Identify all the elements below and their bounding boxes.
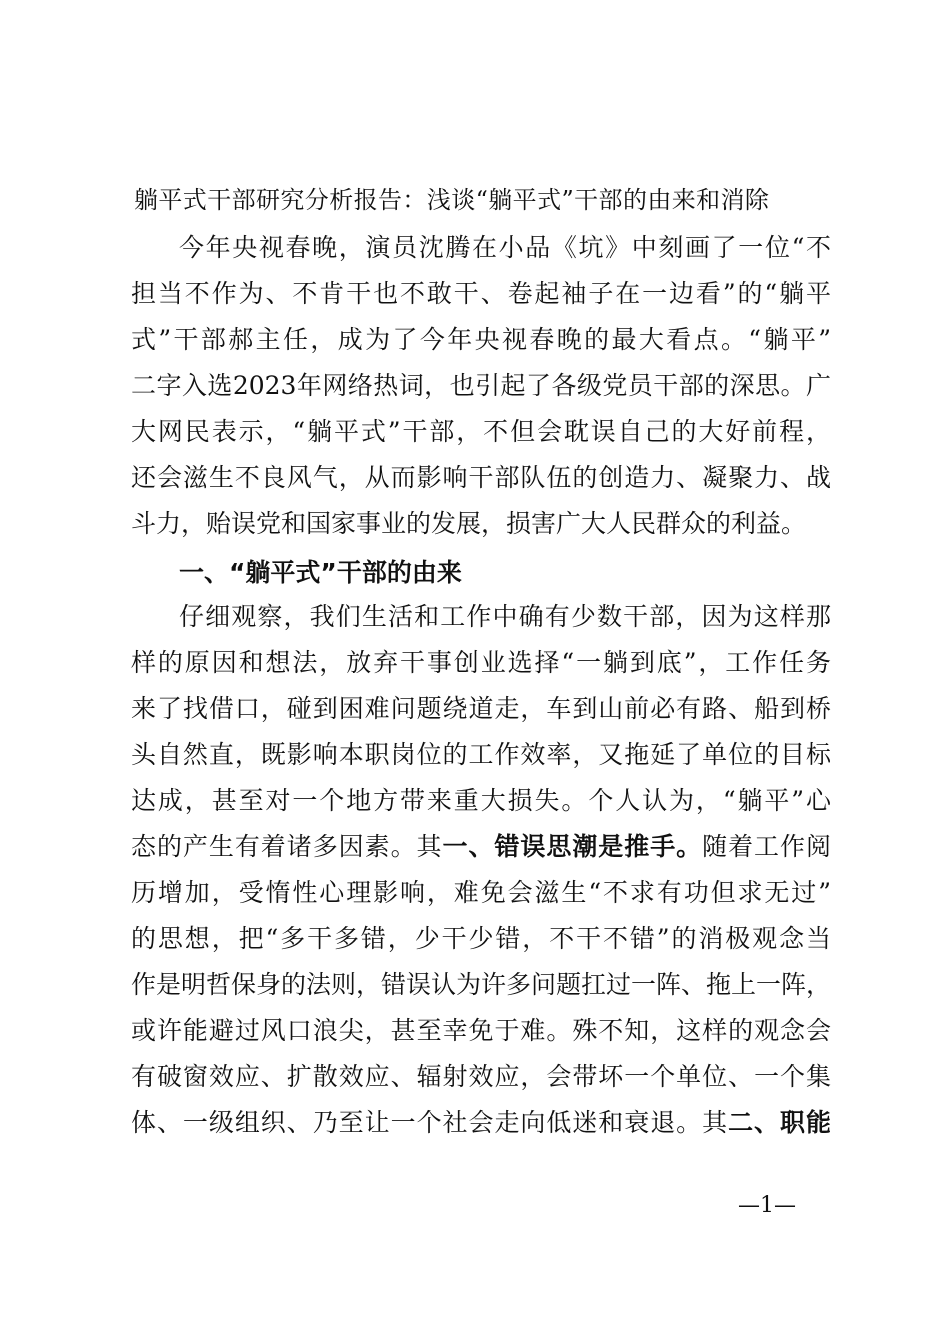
paragraph-line: 仔细观察，我们生活和工作中确有少数干部，因为这样那 bbox=[179, 602, 831, 631]
bold-point-one: 一、错误思潮是推手。 bbox=[442, 832, 703, 861]
paragraph-line: 或许能避过风口浪尖，甚至幸免于难。殊不知，这样的观念会 bbox=[131, 1016, 831, 1045]
paragraph-line: 历增加，受惰性心理影响，难免会滋生“不求有功但求无过” bbox=[131, 878, 831, 907]
page-number: —1— bbox=[738, 1193, 796, 1218]
section-heading: 一、“躺平式”干部的由来 bbox=[179, 558, 462, 587]
document-title: 躺平式干部研究分析报告：浅谈“躺平式”干部的由来和消除 bbox=[134, 186, 770, 214]
paragraph-line: 作是明哲保身的法则，错误认为许多问题扛过一阵、拖上一阵， bbox=[131, 970, 832, 999]
paragraph-line: 斗力，贻误党和国家事业的发展，损害广大人民群众的利益。 bbox=[131, 509, 807, 538]
paragraph-line: 达成，甚至对一个地方带来重大损失。个人认为，“躺平”心 bbox=[131, 786, 831, 815]
paragraph-line: 式”干部郝主任，成为了今年央视春晚的最大看点。“躺平” bbox=[131, 325, 831, 354]
paragraph-line bbox=[131, 829, 831, 865]
bold-point-two: 二、职能 bbox=[728, 1108, 831, 1137]
paragraph-line: 有破窗效应、扩散效应、辐射效应，会带坏一个单位、一个集 bbox=[131, 1062, 831, 1091]
paragraph-line: 大网民表示，“躺平式”干部，不但会耽误自己的大好前程， bbox=[131, 417, 831, 446]
paragraph-text: 随着工作阅 bbox=[702, 832, 831, 861]
paragraph-line: 的思想，把“多干多错，少干少错，不干不错”的消极观念当 bbox=[131, 924, 831, 953]
paragraph-line: 样的原因和想法，放弃干事创业选择“一躺到底”，工作任务 bbox=[131, 648, 831, 677]
paragraph-text: 态的产生有着诸多因素。其 bbox=[131, 832, 443, 861]
paragraph-line: 头自然直，既影响本职岗位的工作效率，又拖延了单位的目标 bbox=[131, 740, 831, 769]
paragraph-line: 二字入选2023年网络热词，也引起了各级党员干部的深思。广 bbox=[131, 371, 831, 400]
paragraph-line: 今年央视春晚，演员沈腾在小品《坑》中刻画了一位“不 bbox=[179, 233, 831, 262]
paragraph-text: 体、一级组织、乃至让一个社会走向低迷和衰退。其 bbox=[131, 1108, 729, 1137]
paragraph-line bbox=[131, 1105, 831, 1141]
paragraph-line: 担当不作为、不肯干也不敢干、卷起袖子在一边看”的“躺平 bbox=[131, 279, 831, 308]
paragraph-line: 来了找借口，碰到困难问题绕道走，车到山前必有路、船到桥 bbox=[131, 694, 831, 723]
paragraph-line: 还会滋生不良风气，从而影响干部队伍的创造力、凝聚力、战 bbox=[131, 463, 831, 492]
